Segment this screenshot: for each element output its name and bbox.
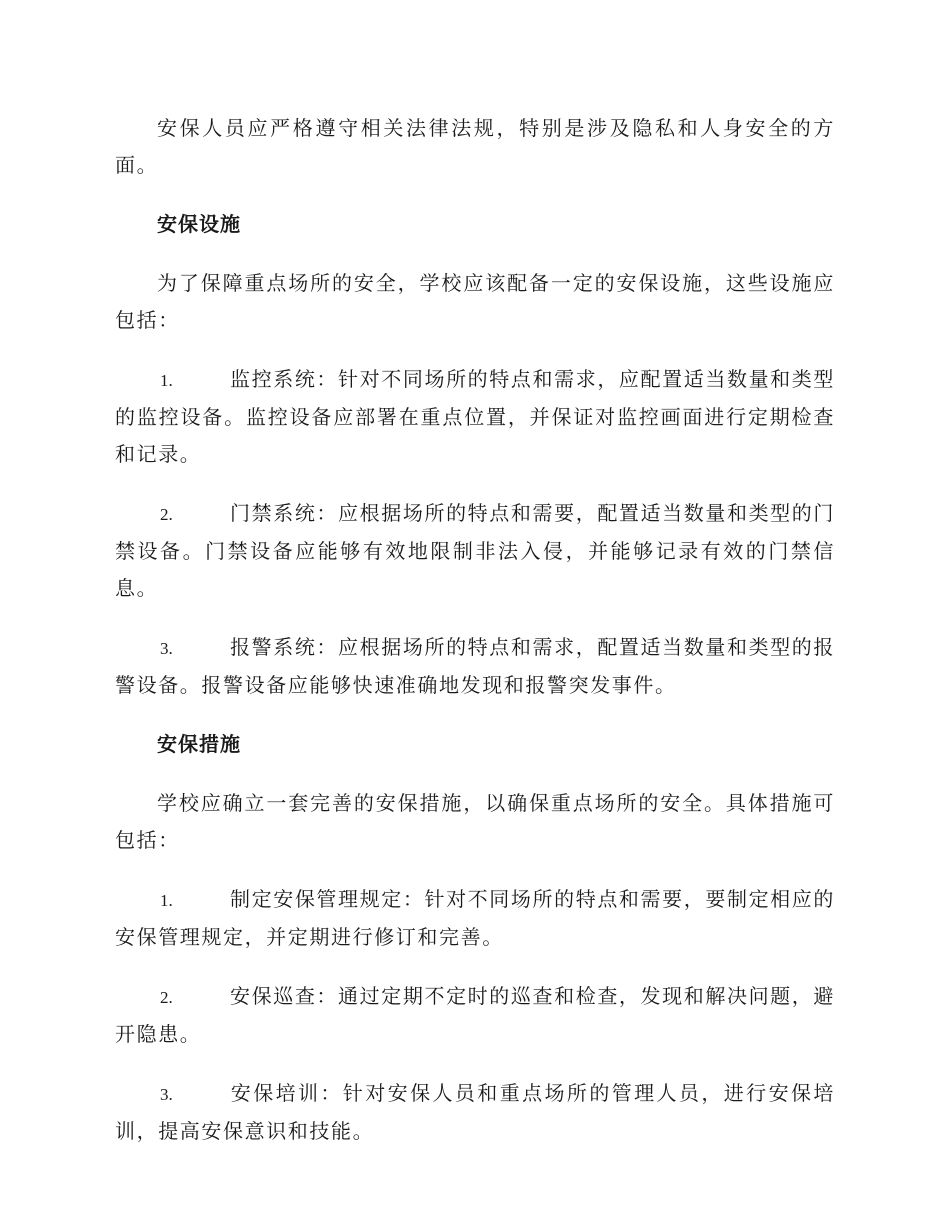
list-item — [115, 978, 835, 1053]
list-item-text: 监控系统：针对不同场所的特点和需求，应配置适当数量和类型的监控设备。监控设备应部署在重点位置，并保证对监控画面进行定期检查和记录。 — [115, 367, 835, 466]
list-item — [115, 361, 835, 473]
intro-paragraph: 安保人员应严格遵守相关法律法规，特别是涉及隐私和人身安全的方面。 — [115, 116, 835, 177]
list-item-number: 2. — [160, 505, 173, 524]
section-heading-measures: 安保措施 — [157, 732, 241, 756]
section-heading-facilities: 安保设施 — [157, 212, 241, 236]
list-item-text: 报警系统：应根据场所的特点和需求，配置适当数量和类型的报警设备。报警设备应能够快速准确地发现和报警突发事件。 — [115, 635, 835, 697]
list-item — [115, 881, 835, 956]
list-item-text: 安保培训：针对安保人员和重点场所的管理人员，进行安保培训，提高安保意识和技能。 — [115, 1081, 835, 1143]
list-item-number: 1. — [160, 371, 173, 390]
list-item — [115, 629, 835, 704]
list-item — [115, 1075, 835, 1150]
document-page — [115, 110, 835, 1172]
list-item-number: 1. — [160, 891, 173, 910]
list-item — [115, 495, 835, 607]
list-item-text: 门禁系统：应根据场所的特点和需要，配置适当数量和类型的门禁设备。门禁设备应能够有效地限制非法入侵，并能够记录有效的门禁信息。 — [115, 501, 835, 600]
facilities-lead-paragraph: 为了保障重点场所的安全，学校应该配备一定的安保设施，这些设施应包括： — [115, 271, 835, 332]
list-item-number: 2. — [160, 988, 173, 1007]
list-item-number: 3. — [160, 1085, 173, 1104]
measures-lead-paragraph: 学校应确立一套完善的安保措施，以确保重点场所的安全。具体措施可包括： — [115, 791, 835, 852]
list-item-text: 制定安保管理规定：针对不同场所的特点和需要，要制定相应的安保管理规定，并定期进行修订和完善。 — [115, 887, 835, 949]
list-item-text: 安保巡查：通过定期不定时的巡查和检查，发现和解决问题，避开隐患。 — [115, 984, 835, 1046]
list-item-number: 3. — [160, 639, 173, 658]
